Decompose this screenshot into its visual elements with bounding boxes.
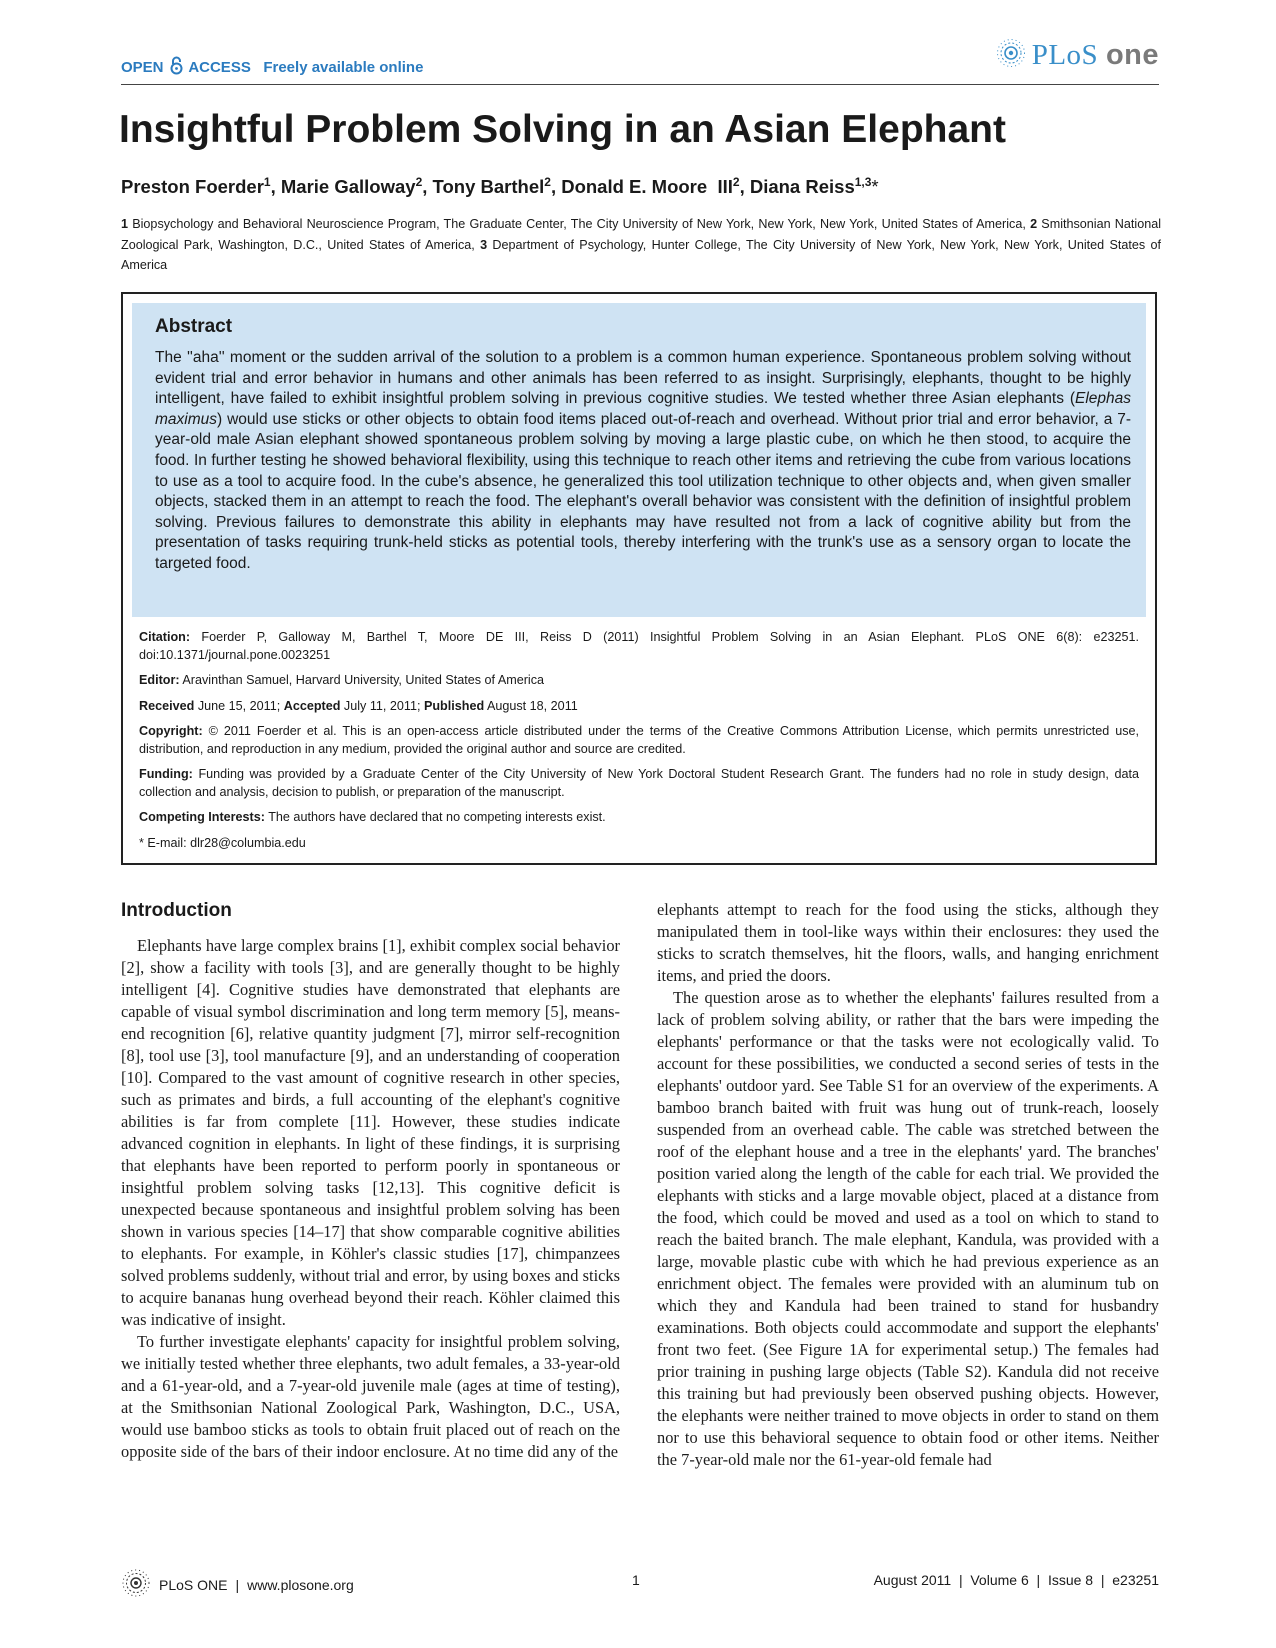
editor: Editor: Aravinthan Samuel, Harvard University, United States of America [139, 673, 545, 687]
affiliation-text: Biopsychology and Behavioral Neuroscience Program, The Graduate Center, The City University of New York, New York, New York, United States of America, [132, 217, 1026, 231]
paragraph: Elephants have large complex brains [1], exhibit complex social behavior [2], show a facility with tools [3], and are generally thought to be highly intelligent [4]. Cognitive studies have demonstrated that elephants are capable of visual symbol discrimination and long term memory [5], means-end recognition [6], relative quantity judgment [7], mirror self-recognition [8], tool use [3], tool manufacture [9], and an understanding of cooperation [10]. Compared to the vast amount of cognitive research in other species, such as primates and birds, a full accounting of the elephant's cognitive abilities is far from complete [11]. However, these studies indicate advanced cognition in elephants. In light of these findings, it is surprising that elephants have been reported to perform poorly in spontaneous or insightful problem solving tasks [12,13]. This cognitive deficit is unexpected because spontaneous and insightful problem solving has been shown in various species [14–17] that show comparable cognitive abilities to elephants. For example, in Köhler's classic studies [17], chimpanzees solved problems suddenly, without trial and error, by using boxes and sticks to acquire bananas hung overhead beyond their reach. Köhler claimed this was indicative of insight. [121, 936, 620, 1329]
email-link[interactable]: * E-mail: dlr28@columbia.edu [139, 835, 306, 850]
footer-issue: August 2011 | Volume 6 | Issue 8 | e23251 [873, 1572, 1159, 1588]
abstract-text: The ''aha'' moment or the sudden arrival of the solution to a problem is a common human experience. Spontaneous problem solving without evident trial and error behavior in humans and other animals has been referred to as insight. Surprisingly, elephants, thought to be highly intelligent, have failed to exhibit insightful problem solving in previous cognitive studies. We tested whether three Asian elephants (Elephas maximus) would use sticks or other objects to obtain food items placed out-of-reach and overhead. Without prior trial and error behavior, a 7-year-old male Asian elephant showed spontaneous problem solving by moving a large plastic cube, on which he then stood, to acquire the food. In further testing he showed behavioral flexibility, using this technique to reach other items and retrieving the cube from various locations to use as a tool to acquire food. In the cube's absence, he generalized this tool utilization technique to other objects and, when given smaller objects, stacked them in an attempt to reach the food. The elephant's overall behavior was consistent with the definition of insightful problem solving. Previous failures to demonstrate this ability in elephants may have resulted not from a lack of cognitive ability but from the presentation of tasks requiring trunk-held sticks as potential tools, thereby interfering with the trunk's use as a sensory organ to locate the targeted food. [155, 349, 1131, 572]
paragraph: elephants attempt to reach for the food using the sticks, although they manipulated them in tool-like ways within their enclosures: they used the sticks to scratch themselves, hit the floors, walls, and hanging enrichment items, and pried the doors. [657, 900, 1159, 985]
page-number: 1 [632, 1572, 640, 1588]
funding: Funding: Funding was provided by a Graduate Center of the City University of New York Doctoral Student Research Grant. The funders had no role in study design, data collection and analysis, decision to publish, or preparation of the manuscript. [139, 767, 1140, 799]
footer-website-link[interactable]: www.plosone.org [247, 1576, 354, 1593]
introduction-heading: Introduction [121, 900, 232, 921]
author-sup: 1,3 [854, 175, 872, 189]
affiliation-text: Department of Psychology, Hunter College, The City University of New York, New York, New York, United States of America [121, 237, 1161, 272]
body-column-right [657, 899, 1159, 1471]
copyright: Copyright: © 2011 Foerder et al. This is an open-access article distributed under the terms of the Creative Commons Attribution License, which permits unrestricted use, distribution, and reproduction in any medium, provided the original author and source are credited. [139, 724, 1139, 756]
open-access-badge [121, 56, 423, 79]
footer-journal-name: PLoS ONE [159, 1576, 228, 1593]
badge-freely-available: Freely available online [263, 59, 424, 76]
author-name: Preston Foerder [121, 176, 264, 198]
dates: Received June 15, 2011; Accepted July 11, 2011; Published August 18, 2011 [139, 698, 578, 713]
logo-plos: PLoS [1031, 39, 1099, 71]
citation: Citation: Foerder P, Galloway M, Barthel T, Moore DE III, Reiss D (2011) Insightful Problem Solving in an Asian Elephant. PLoS ONE 6(8): e23251. doi:10.1371/journal.pone.0023251 [139, 630, 1139, 662]
author-sup: 2 [732, 175, 740, 189]
author-sup: 1 [263, 175, 271, 189]
author-sup: 2 [544, 175, 551, 189]
badge-open: OPEN [121, 59, 164, 76]
article-metadata [139, 629, 1139, 860]
logo-one: one [1105, 39, 1159, 71]
body-column-left [121, 935, 620, 1463]
paragraph: To further investigate elephants' capacity for insightful problem solving, we initially tested whether three elephants, two adult females, a 33-year-old and a 61-year-old, and a 7-year-old juvenile male (ages at time of testing), at the Smithsonian National Zoological Park, Washington, D.C., USA, would use bamboo sticks as tools to obtain fruit placed out of reach on the opposite side of the bars of their indoor enclosure. At no time did any of the [121, 1332, 620, 1461]
open-access-lock-icon [170, 56, 183, 79]
species-name: Elephas maximus [155, 390, 1131, 428]
article-title: Insightful Problem Solving in an Asian Elephant [119, 108, 1006, 151]
plos-one-logo [996, 38, 1159, 73]
affiliation-number: 1 [121, 217, 129, 231]
affiliation-number: 3 [480, 237, 488, 252]
author-name: Donald E. Moore III [561, 176, 733, 198]
author-name: Diana Reiss [749, 176, 855, 198]
author-sup: 2 [415, 175, 423, 189]
affiliation-number: 2 [1030, 217, 1038, 231]
competing-interests: Competing Interests: The authors have declared that no competing interests exist. [139, 810, 606, 824]
header-rule [121, 84, 1159, 85]
corresponding-mark: * [871, 176, 879, 198]
plos-sunburst-logo-icon [996, 38, 1026, 73]
affiliations [121, 214, 1161, 276]
abstract-heading: Abstract [155, 316, 233, 337]
author-name: Marie Galloway [280, 176, 416, 198]
badge-access: ACCESS [188, 59, 251, 76]
footer-separator: | [235, 1576, 240, 1593]
author-name: Tony Barthel [432, 176, 545, 198]
author-list: Preston Foerder$^1$, Marie Galloway$^2$, Tony Barthel$^2$, Donald E. Moore III$^2$, Diana Reiss$^{1,3}$* [121, 175, 879, 198]
footer-journal [121, 1568, 354, 1601]
affiliation-text: Smithsonian National Zoological Park, Washington, D.C., United States of America, [121, 217, 1162, 252]
paragraph: The question arose as to whether the elephants' failures resulted from a lack of problem solving ability, or rather that the bars were impeding the elephants' performance or that the tasks were not ecologically valid. To account for these possibilities, we conducted a second series of tests in the elephants' outdoor yard. See Table S1 for an overview of the experiments. A bamboo branch baited with fruit was hung out of trunk-reach, loosely suspended from an overhead cable. The cable was stretched between the roof of the elephant house and a tree in the elephants' yard. The branches' position varied along the length of the cable for each trial. We provided the elephants with sticks and a large movable object, placed at a distance from the food, which could be moved and used as a tool on which to stand to reach the baited branch. The male elephant, Kandula, was provided with a large, movable plastic cube with which he had previous experience as an enrichment object. The females were provided with an aluminum tub on which they and Kandula had been trained to stand for husbandry examinations. Both objects could accommodate and support the elephants' front two feet. (See Figure 1A for experimental setup.) The females had prior training in pushing large objects (Table S2). Kandula did not receive this training but had previously been observed pushing objects. However, the elephants were neither trained to move objects in order to stand on them nor to use this behavioral sequence to obtain food or other items. Neither the 7-year-old male nor the 61-year-old female had [657, 988, 1159, 1469]
plos-footer-logo-icon [121, 1568, 151, 1601]
